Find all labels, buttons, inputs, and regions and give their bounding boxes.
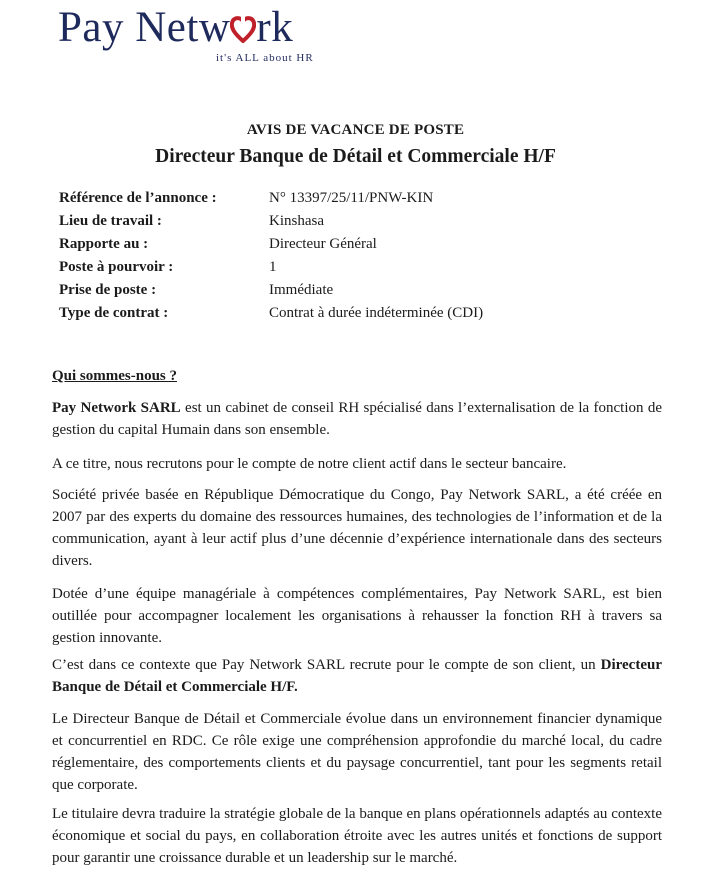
logo-wordmark	[58, 4, 293, 52]
fact-row-positions	[59, 259, 659, 282]
job-facts	[59, 190, 659, 328]
fact-label: Référence de l’annonce :	[59, 190, 217, 206]
fact-value: N° 13397/25/11/PNW-KIN	[269, 190, 434, 206]
paragraph-company-history: Société privée basée en République Démocratique du Congo, Pay Network SARL, a été créée en 2007 par des experts du domaine des ressources humaines, des technologies de l’information et de la communication, ayant à leur actif plus d’une décennie d’expérience internationale dans des secteurs divers.	[52, 487, 662, 569]
fact-label: Prise de poste :	[59, 282, 157, 298]
fact-value: Directeur Général	[269, 236, 377, 252]
fact-label: Rapporte au :	[59, 236, 149, 252]
section-title: Qui sommes-nous ?	[52, 368, 178, 384]
paragraph-mission: Le titulaire devra traduire la stratégie globale de la banque en plans opérationnels adaptés au contexte économique et social du pays, en collaboration étroite avec les autres unités et fonctions de support pour garantir une croissance durable et un leadership sur le marché.	[52, 806, 662, 866]
fact-row-reports-to	[59, 236, 659, 259]
paragraph-team: Dotée d’une équipe managériale à compétences complémentaires, Pay Network SARL, est bien outillée pour accompagner localement les organisations à rehausser la fonction RH à travers sa gestion innovante.	[52, 586, 662, 646]
company-name: Pay Network SARL	[52, 400, 181, 416]
fact-label: Type de contrat :	[59, 305, 169, 321]
fact-row-location	[59, 213, 659, 236]
paragraph-text: C’est dans ce contexte que Pay Network SARL recrute pour le compte de son client, un	[52, 657, 601, 673]
fact-row-reference	[59, 190, 659, 213]
logo-name-end: rk	[256, 4, 294, 51]
logo-name-start: Pay Netw	[58, 4, 231, 51]
fact-label: Lieu de travail :	[59, 213, 162, 229]
paragraph-recruiting: A ce titre, nous recrutons pour le compte de notre client actif dans le secteur bancaire.	[52, 456, 567, 472]
fact-value: Contrat à durée indéterminée (CDI)	[269, 305, 484, 321]
fact-value: Immédiate	[269, 282, 334, 298]
notice-heading: AVIS DE VACANCE DE POSTE	[246, 122, 465, 138]
job-title-inline: Directeur Banque de Détail et Commerciale H/F.	[52, 657, 662, 695]
paragraph-intro	[52, 397, 662, 441]
job-title: Directeur Banque de Détail et Commerciale H/F	[155, 146, 556, 167]
heart-icon	[230, 14, 256, 44]
fact-value: Kinshasa	[269, 213, 324, 229]
paragraph-text: est un cabinet de conseil RH spécialisé dans l’externalisation de la fonction de gestion du capital Humain dans son ensemble.	[52, 400, 662, 438]
paragraph-context	[52, 654, 662, 698]
paragraph-role: Le Directeur Banque de Détail et Commerciale évolue dans un environnement financier dynamique et concurrentiel en RDC. Ce rôle exige une compréhension approfondie du marché local, du cadre réglementaire, des comportements clients et du paysage concurrentiel, tant pour les segments retail que corporate.	[52, 711, 662, 793]
fact-value: 1	[269, 259, 277, 275]
fact-label: Poste à pourvoir :	[59, 259, 174, 275]
logo-tagline: it's ALL about HR	[216, 52, 314, 64]
fact-row-contract	[59, 305, 659, 328]
company-logo	[58, 4, 338, 68]
fact-row-start	[59, 282, 659, 305]
